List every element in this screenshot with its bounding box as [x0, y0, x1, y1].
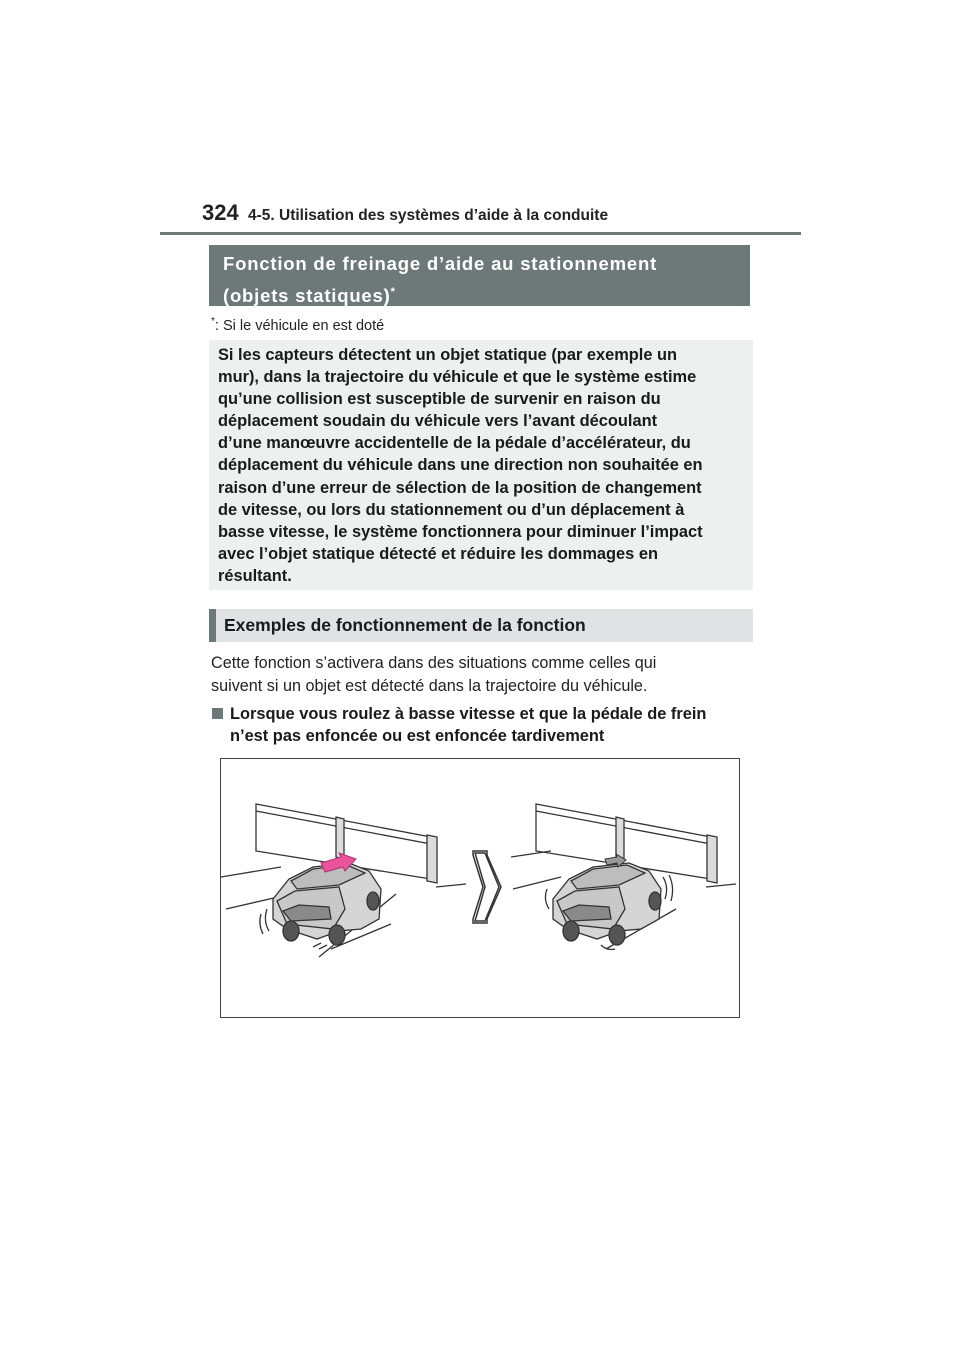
parking-illustration [221, 759, 739, 1017]
page-number: 324 [202, 200, 239, 225]
wall-post [427, 835, 437, 883]
intro-line: suivent si un objet est détecté dans la trajectoire du véhicule. [211, 676, 648, 695]
section-heading [209, 245, 750, 306]
wall-post [336, 817, 344, 859]
footnote-text: : Si le véhicule en est doté [214, 317, 385, 334]
summary-line: déplacement soudain du véhicule vers l’avant découlant [218, 412, 658, 431]
section-title: 4-5. Utilisation des systèmes d’aide à la conduite [248, 207, 609, 224]
subheading: Exemples de fonctionnement de la fonction [209, 609, 753, 642]
bullet-item [210, 703, 755, 747]
footnote [211, 316, 384, 334]
header-rule [160, 232, 801, 235]
illustration-frame [220, 758, 740, 1018]
summary-line: résultant. [218, 566, 292, 585]
heading-footnote-marker: * [390, 286, 396, 298]
summary-line: d’une manœuvre accidentelle de la pédale d’accélérateur, du [218, 434, 691, 453]
wall-post [616, 817, 624, 859]
summary-box [209, 340, 753, 590]
summary-line: raison d’une erreur de sélection de la position de changement [218, 478, 702, 497]
bullet-line: Lorsque vous roulez à basse vitesse et que la pédale de frein [230, 705, 707, 723]
summary-line: mur), dans la trajectoire du véhicule et que le système estime [218, 368, 697, 387]
intro-line: Cette fonction s’activera dans des situations comme celles qui [211, 654, 657, 672]
bullet-text [230, 703, 706, 747]
summary-line: avec l’objet statique détecté et réduire les dommages en [218, 544, 658, 563]
scene-before [221, 804, 466, 957]
summary-line: déplacement du véhicule dans une direction non souhaitée en [218, 456, 703, 475]
bullet-line: n’est pas enfoncée ou est enfoncée tardivement [230, 727, 605, 745]
square-bullet-icon [212, 708, 223, 719]
heading-line-1: Fonction de freinage d’aide au stationnement [223, 253, 658, 274]
heading-line-2 [223, 278, 738, 310]
summary-line: Si les capteurs détectent un objet statique (par exemple un [218, 346, 678, 364]
heading-line-2-text: (objets statiques) [223, 285, 391, 307]
summary-line: de vitesse, ou lors du stationnement ou d’un déplacement à [218, 500, 685, 519]
wall-post [707, 835, 717, 883]
summary-line: qu’une collision est susceptible de survenir en raison du [218, 390, 661, 409]
footnote-marker: * [211, 316, 215, 327]
scene-after [511, 804, 736, 950]
summary-line: basse vitesse, le système fonctionnera pour diminuer l’impact [218, 522, 703, 541]
intro-paragraph [211, 652, 751, 697]
